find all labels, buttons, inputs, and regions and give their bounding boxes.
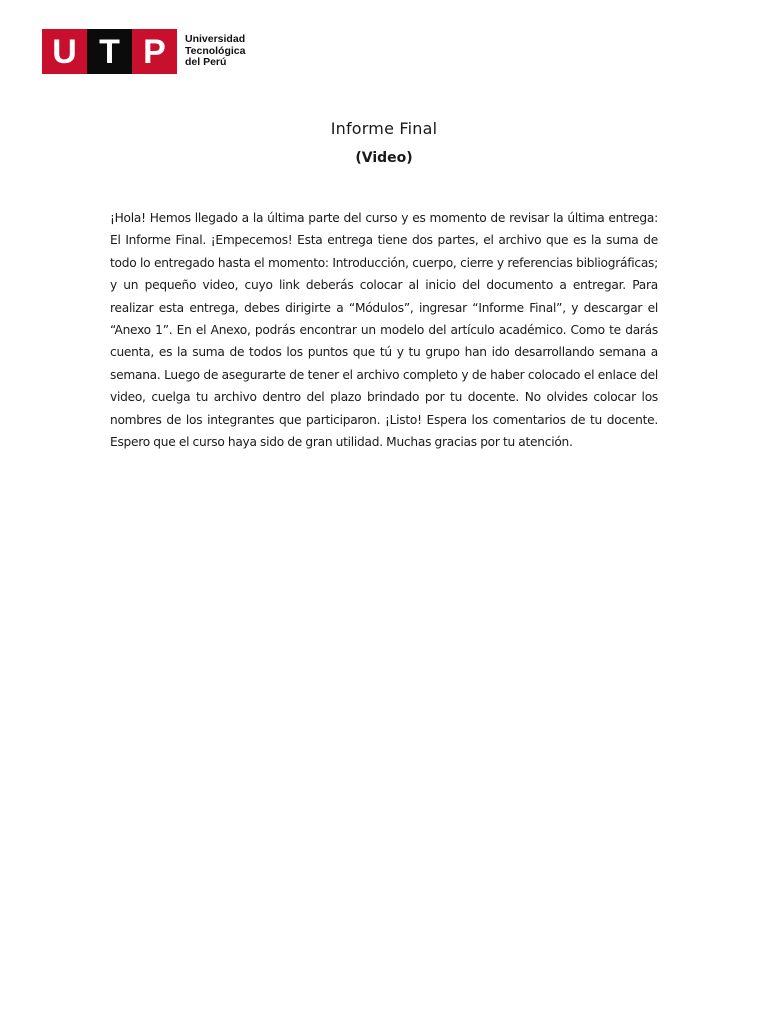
logo-letter-t: T [87, 29, 132, 74]
logo-name-line-1: Universidad [185, 33, 246, 46]
logo-letter-u: U [42, 29, 87, 74]
body-paragraph: ¡Hola! Hemos llegado a la última parte del curso y es momento de revisar la última entrega: El Informe Final. ¡Empecemos! Esta entrega tiene dos partes, el archivo que es la suma de todo lo entregado hasta el momento: Introducción, cuerpo, cierre y referencias bibliográficas; y un pequeño video, cuyo link deberás colocar al inicio del documento a entregar. Para realizar esta entrega, debes dirigirte a “Módulos”, ingresar “Informe Final”, y descargar el “Anexo 1”. En el Anexo, podrás encontrar un modelo del artículo académico. Como te darás cuenta, es la suma de todos los puntos que tú y tu grupo han ido desarrollando semana a semana. Luego de asegurarte de tener el archivo completo y de haber colocado el enlace del video, cuelga tu archivo dentro del plazo brindado por tu docente. No olvides colocar los nombres de los integrantes que participaron. ¡Listo! Espera los comentarios de tu docente. Espero que el curso haya sido de gran utilidad. Muchas gracias por tu atención. [110, 211, 658, 450]
document-title: Informe Final [330, 119, 438, 138]
logo-name-line-3: del Perú [185, 56, 227, 69]
utp-logo [42, 29, 245, 74]
document-subtitle: (Video) [355, 150, 413, 166]
logo-university-name [185, 34, 245, 69]
logo-letter-p: P [132, 29, 177, 74]
logo-name-line-2: Tecnológica [185, 44, 246, 57]
